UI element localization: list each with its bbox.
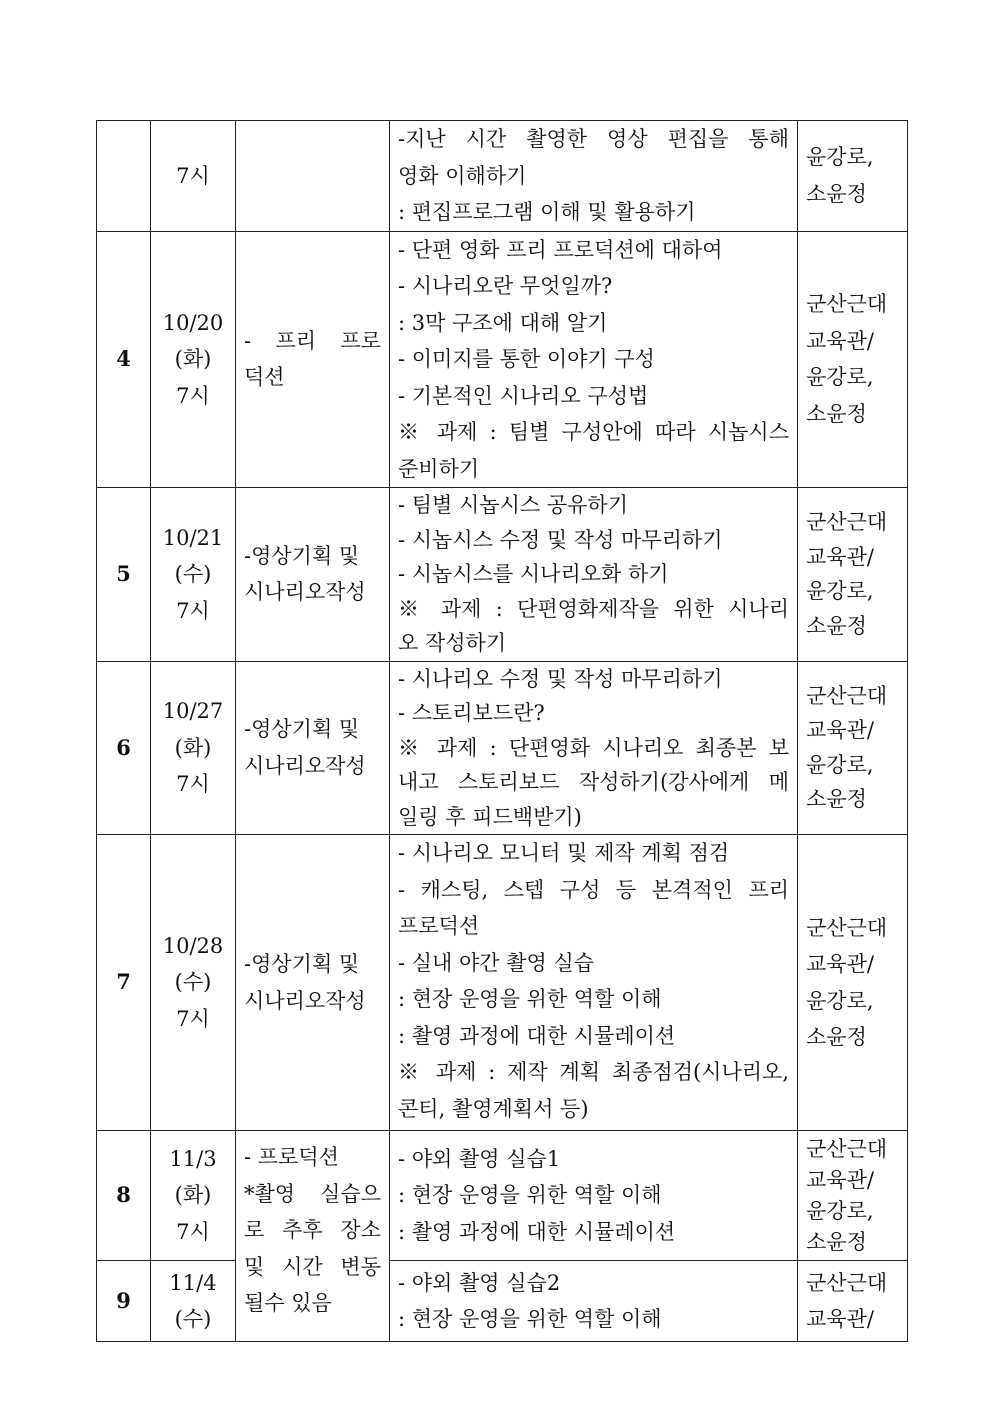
session-place: 군산근대 교육관/ 윤강로, 소윤정: [798, 1131, 908, 1261]
session-content: - 야외 촬영 실습1 : 현장 운영을 위한 역할 이해 : 촬영 과정에 대한 시뮬레이션: [390, 1131, 798, 1261]
session-date: 10/27 (화) 7시: [151, 661, 236, 835]
session-title: -영상기획 및 시나리오작성: [236, 661, 390, 835]
table-row: [97, 1131, 908, 1261]
session-title: - 프로덕션 *촬영 실습으 로 추후 장소 및 시간 변동 될수 있음: [236, 1131, 390, 1342]
session-date: 10/21 (수) 7시: [151, 488, 236, 662]
session-date: 7시: [151, 121, 236, 232]
table-row: [97, 488, 908, 662]
session-title: [236, 121, 390, 232]
session-content: - 단편 영화 프리 프로덕션에 대하여 - 시나리오란 무엇일까? : 3막 구조에 대해 알기 - 이미지를 통한 이야기 구성 - 기본적인 시나리오 구성법 ※ 과제 : 팀별 구성안에 따라 시놉시스 준비하기: [390, 231, 798, 488]
session-number: 4: [97, 231, 151, 488]
session-content: -지난 시간 촬영한 영상 편집을 통해 영화 이해하기 : 편집프로그램 이해 및 활용하기: [390, 121, 798, 232]
table-row: [97, 121, 908, 232]
session-content: - 팀별 시놉시스 공유하기 - 시놉시스 수정 및 작성 마무리하기 - 시놉시스를 시나리오화 하기 ※ 과제 : 단편영화제작을 위한 시나리 오 작성하기: [390, 488, 798, 662]
session-content: - 야외 촬영 실습2 : 현장 운영을 위한 역할 이해: [390, 1261, 798, 1342]
table-row: [97, 661, 908, 835]
session-number: 6: [97, 661, 151, 835]
table-row: [97, 231, 908, 488]
session-place: 군산근대 교육관/ 윤강로, 소윤정: [798, 661, 908, 835]
session-content: - 시나리오 모니터 및 제작 계획 점검 - 캐스팅, 스텝 구성 등 본격적인 프리 프로덕션 - 실내 야간 촬영 실습 : 현장 운영을 위한 역할 이해 : 촬영 과정에 대한 시뮬레이션 ※ 과제 : 제작 계획 최종점검(시나리오, 콘티, 촬영계획서 등): [390, 835, 798, 1131]
session-number: 9: [97, 1261, 151, 1342]
session-date: 11/4 (수): [151, 1261, 236, 1342]
session-number: [97, 121, 151, 232]
session-title: -영상기획 및 시나리오작성: [236, 488, 390, 662]
session-number: 7: [97, 835, 151, 1131]
session-place: 군산근대 교육관/ 윤강로, 소윤정: [798, 488, 908, 662]
session-number: 8: [97, 1131, 151, 1261]
session-date: 11/3 (화) 7시: [151, 1131, 236, 1261]
session-title: - 프리 프로 덕션: [236, 231, 390, 488]
session-place: 군산근대 교육관/ 윤강로, 소윤정: [798, 231, 908, 488]
session-date: 10/28 (수) 7시: [151, 835, 236, 1131]
session-title: -영상기획 및 시나리오작성: [236, 835, 390, 1131]
session-place: 군산근대 교육관/: [798, 1261, 908, 1342]
session-place: 군산근대 교육관/ 윤강로, 소윤정: [798, 835, 908, 1131]
session-number: 5: [97, 488, 151, 662]
session-date: 10/20 (화) 7시: [151, 231, 236, 488]
table-row: [97, 835, 908, 1131]
table-row: [97, 1261, 908, 1342]
session-place: 윤강로, 소윤정: [798, 121, 908, 232]
schedule-table: [96, 120, 908, 1342]
session-content: - 시나리오 수정 및 작성 마무리하기 - 스토리보드란? ※ 과제 : 단편영화 시나리오 최종본 보 내고 스토리보드 작성하기(강사에게 메 일링 후 피드백받기): [390, 661, 798, 835]
